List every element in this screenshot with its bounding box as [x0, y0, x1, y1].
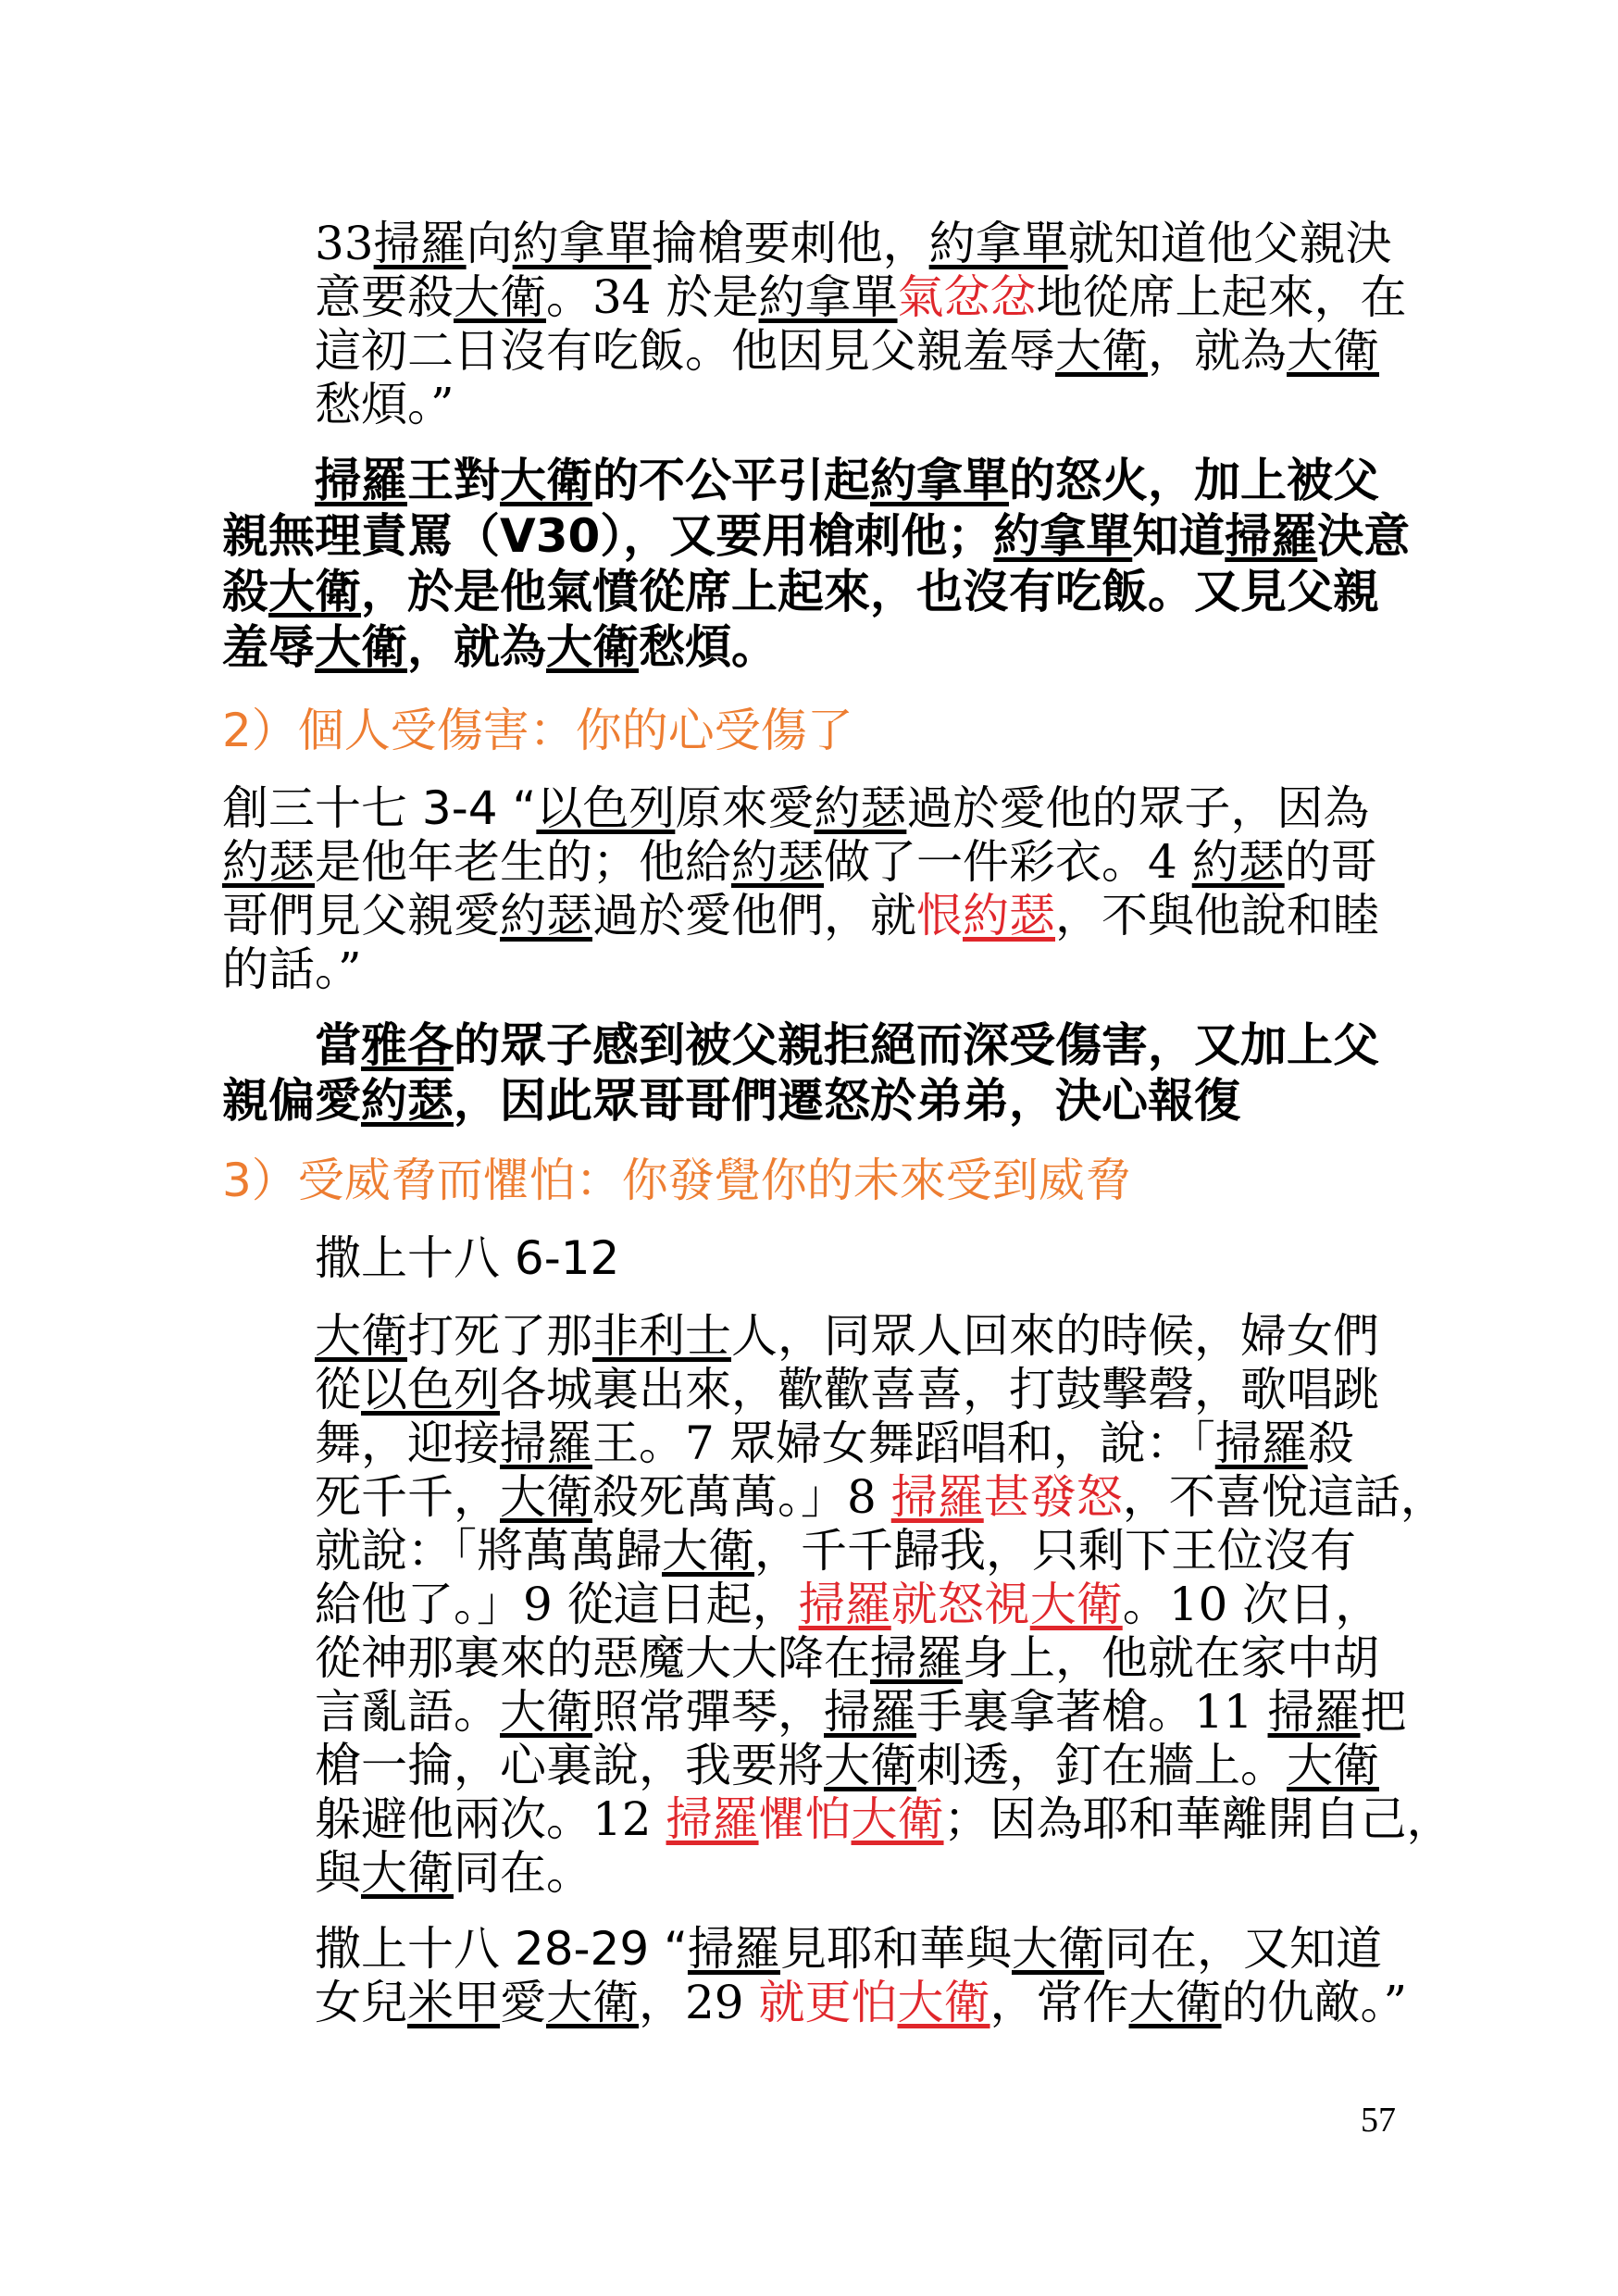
proper-name: 掃羅 — [1267, 1685, 1361, 1739]
proper-name: 大衛 — [824, 1739, 916, 1792]
text-segment: 知道 — [1132, 509, 1226, 563]
proper-name: 約拿單 — [993, 509, 1133, 563]
text-segment: 與 — [315, 1846, 361, 1900]
text-line — [315, 1846, 592, 1900]
text-line — [315, 1922, 1382, 1976]
emphasis-text: 大衛 — [1029, 1578, 1123, 1631]
text-segment: 過於愛他們，就 — [592, 889, 916, 942]
proper-name: 掃羅 — [824, 1685, 916, 1739]
text-segment: 就知道他父親決 — [1067, 217, 1392, 270]
proper-name: 大衛 — [454, 270, 546, 324]
text-segment: 意要殺 — [315, 270, 454, 324]
proper-name: 約瑟 — [814, 781, 907, 835]
text-line — [222, 889, 1379, 942]
proper-name: 以色列 — [361, 1363, 500, 1416]
text-segment: 撒上十八 6-12 — [315, 1231, 620, 1285]
emphasis-text: 大衛 — [851, 1792, 944, 1846]
text-line — [222, 781, 1370, 835]
text-segment: 是他年老生的；他給 — [315, 835, 731, 889]
text-segment: 各城裏出來，歡歡喜喜，打鼓擊磬，歌唱跳 — [500, 1363, 1379, 1416]
proper-name: 掃羅 — [1225, 509, 1318, 563]
text-segment: 就說：「將萬萬歸 — [315, 1524, 662, 1578]
text-segment: 3）受威脅而懼怕：你發覺你的未來受到威脅 — [222, 1154, 1131, 1207]
text-segment: 原來愛 — [675, 781, 815, 835]
proper-name: 約拿單 — [512, 217, 652, 270]
text-segment: 地從席上起來，在 — [1036, 270, 1407, 324]
text-line — [222, 1154, 1131, 1207]
text-segment: ，29 — [639, 1976, 759, 2029]
text-segment: 向 — [466, 217, 513, 270]
proper-name: 大衛 — [500, 1470, 592, 1524]
text-segment: 殺 — [1307, 1416, 1354, 1470]
emphasis-text: 大衛 — [897, 1976, 990, 2029]
text-line — [315, 1631, 1379, 1685]
text-line — [315, 1018, 1379, 1072]
text-segment: 同在，又知道 — [1103, 1922, 1382, 1976]
emphasis-text: 就更怕 — [758, 1976, 898, 2029]
text-segment: ，千千歸我，只剩下王位沒有 — [754, 1524, 1356, 1578]
text-segment: ，就為 — [407, 620, 546, 674]
text-segment: 做了一件彩衣。4 — [824, 835, 1192, 889]
text-segment: 照常彈琴， — [592, 1685, 824, 1739]
text-line — [315, 217, 1392, 270]
proper-name: 雅各 — [361, 1018, 454, 1072]
text-segment: 殺 — [222, 565, 268, 618]
text-segment: 王。7 眾婦女舞蹈唱和，說：「 — [592, 1416, 1215, 1470]
proper-name: 掃羅 — [1214, 1416, 1308, 1470]
text-segment: 王對 — [407, 454, 500, 507]
text-line — [315, 1416, 1354, 1470]
text-line — [315, 1685, 1407, 1739]
text-segment: 舞，迎接 — [315, 1416, 500, 1470]
text-segment: 人，同眾人回來的時候，婦女們 — [731, 1309, 1379, 1363]
text-segment: 殺死萬萬。」8 — [592, 1470, 891, 1524]
text-line — [315, 1309, 1379, 1363]
emphasis-text: 恨 — [916, 889, 963, 942]
text-segment: 。10 次日， — [1122, 1578, 1382, 1631]
proper-name: 大衛 — [1287, 324, 1379, 378]
text-line — [222, 835, 1377, 889]
text-segment: 身上，他就在家中胡 — [963, 1631, 1379, 1685]
text-segment: 死千千， — [315, 1470, 500, 1524]
page-number: 57 — [1361, 2101, 1396, 2140]
proper-name: 約瑟 — [731, 835, 824, 889]
text-segment: 躲避他兩次。12 — [315, 1792, 666, 1846]
text-segment: 槍一掄，心裏說，我要將 — [315, 1739, 824, 1792]
emphasis-text: 掃羅 — [666, 1792, 759, 1846]
text-segment: 撒上十八 28-29 “ — [315, 1922, 688, 1976]
proper-name: 大衛 — [315, 1309, 407, 1363]
proper-name: 大衛 — [315, 620, 407, 674]
text-segment: ，不喜悅這話， — [1122, 1470, 1447, 1524]
text-segment: 羞辱 — [222, 620, 315, 674]
text-segment: 女兒 — [315, 1976, 407, 2029]
text-segment: 手裏拿著槍。11 — [916, 1685, 1268, 1739]
text-line — [315, 1524, 1356, 1578]
proper-name: 大衛 — [268, 565, 361, 618]
proper-name: 約瑟 — [500, 889, 592, 942]
proper-name: 約拿單 — [870, 454, 1009, 507]
text-segment: 同在。 — [454, 1846, 592, 1900]
text-segment: 的怒火，加上被父 — [1009, 454, 1379, 507]
text-segment: ；因為耶和華離開自己， — [943, 1792, 1453, 1846]
proper-name: 大衛 — [1287, 1739, 1379, 1792]
text-line — [315, 378, 454, 431]
proper-name: 大衛 — [1055, 324, 1148, 378]
proper-name: 大衛 — [500, 454, 592, 507]
text-line — [222, 620, 778, 674]
text-segment: 創三十七 3-4 “ — [222, 781, 537, 835]
proper-name: 掃羅 — [500, 1416, 592, 1470]
proper-name: 約拿單 — [928, 217, 1068, 270]
proper-name: 大衛 — [662, 1524, 754, 1578]
text-line — [222, 1074, 1240, 1128]
proper-name: 約拿單 — [758, 270, 898, 324]
proper-name: 米甲 — [407, 1976, 500, 2029]
text-line — [222, 942, 362, 996]
text-line — [315, 1363, 1379, 1416]
text-segment: 33 — [315, 217, 374, 270]
text-segment: 2）個人受傷害：你的心受傷了 — [222, 704, 853, 757]
text-segment: 愁煩。 — [639, 620, 778, 674]
text-segment: 親無理責罵（V30），又要用槍刺他； — [222, 509, 994, 563]
text-segment: ，於是他氣憤從席上起來，也沒有吃飯。又見父親 — [361, 565, 1379, 618]
text-segment: 的話。” — [222, 942, 362, 996]
proper-name: 約瑟 — [361, 1074, 454, 1128]
text-line — [315, 1231, 620, 1285]
text-line — [222, 565, 1379, 618]
proper-name: 掃羅 — [870, 1631, 963, 1685]
proper-name: 掃羅 — [687, 1922, 780, 1976]
text-segment: 的哥 — [1284, 835, 1377, 889]
text-segment: ，因此眾哥哥們遷怒於弟弟，決心報復 — [454, 1074, 1240, 1128]
text-line — [315, 1739, 1379, 1792]
text-segment: 過於愛他的眾子，因為 — [906, 781, 1370, 835]
text-segment: 親偏愛 — [222, 1074, 361, 1128]
text-line — [315, 270, 1407, 324]
text-segment: 愛 — [500, 1976, 546, 2029]
text-line — [222, 509, 1411, 563]
emphasis-text: 掃羅 — [798, 1578, 891, 1631]
text-line — [315, 324, 1379, 378]
text-line — [315, 1578, 1382, 1631]
text-segment: 哥們見父親愛 — [222, 889, 500, 942]
text-segment: 的眾子感到被父親拒絕而深受傷害，又加上父 — [454, 1018, 1379, 1072]
text-segment: 見耶和華與 — [779, 1922, 1012, 1976]
proper-name: 約瑟 — [1191, 835, 1285, 889]
emphasis-text: 懼怕 — [758, 1792, 852, 1846]
proper-name: 掃羅 — [373, 217, 467, 270]
text-segment: 把 — [1360, 1685, 1407, 1739]
text-segment: 掄槍要刺他， — [651, 217, 929, 270]
text-line — [222, 704, 853, 757]
proper-name: 大衛 — [500, 1685, 592, 1739]
emphasis-text: 甚發怒 — [983, 1470, 1123, 1524]
text-segment: ，不與他說和睦 — [1055, 889, 1379, 942]
text-line — [315, 1470, 1447, 1524]
proper-name: 約瑟 — [222, 835, 315, 889]
text-line — [315, 1976, 1408, 2029]
text-segment: 打死了那 — [407, 1309, 592, 1363]
emphasis-text: 就怒視 — [890, 1578, 1030, 1631]
text-segment: 決意 — [1317, 509, 1411, 563]
text-segment: 的不公平引起 — [592, 454, 870, 507]
text-segment: 這初二日沒有吃飯。他因見父親羞辱 — [315, 324, 1055, 378]
text-segment: 愁煩。” — [315, 378, 454, 431]
proper-name: 以色列 — [536, 781, 676, 835]
text-segment: ，就為 — [1148, 324, 1287, 378]
proper-name: 掃羅 — [315, 454, 407, 507]
emphasis-text: 約瑟 — [963, 889, 1055, 942]
proper-name: 大衛 — [1011, 1922, 1104, 1976]
emphasis-text: 掃羅 — [890, 1470, 984, 1524]
proper-name: 非利士 — [592, 1309, 731, 1363]
proper-name: 大衛 — [546, 1976, 639, 2029]
text-segment: 從 — [315, 1363, 361, 1416]
text-segment: 給他了。」9 從這日起， — [315, 1578, 799, 1631]
text-line — [315, 1792, 1453, 1846]
text-segment: 刺透，釘在牆上。 — [916, 1739, 1287, 1792]
text-segment: 言亂語。 — [315, 1685, 500, 1739]
proper-name: 大衛 — [1128, 1976, 1222, 2029]
emphasis-text: 氣忿忿 — [897, 270, 1037, 324]
text-segment: 從神那裏來的惡魔大大降在 — [315, 1631, 870, 1685]
proper-name: 大衛 — [546, 620, 639, 674]
text-line — [315, 454, 1379, 507]
text-segment: 。34 於是 — [546, 270, 759, 324]
proper-name: 大衛 — [361, 1846, 454, 1900]
text-segment: ，常作 — [989, 1976, 1129, 2029]
text-segment: 的仇敵。” — [1221, 1976, 1408, 2029]
text-segment: 當 — [315, 1018, 361, 1072]
